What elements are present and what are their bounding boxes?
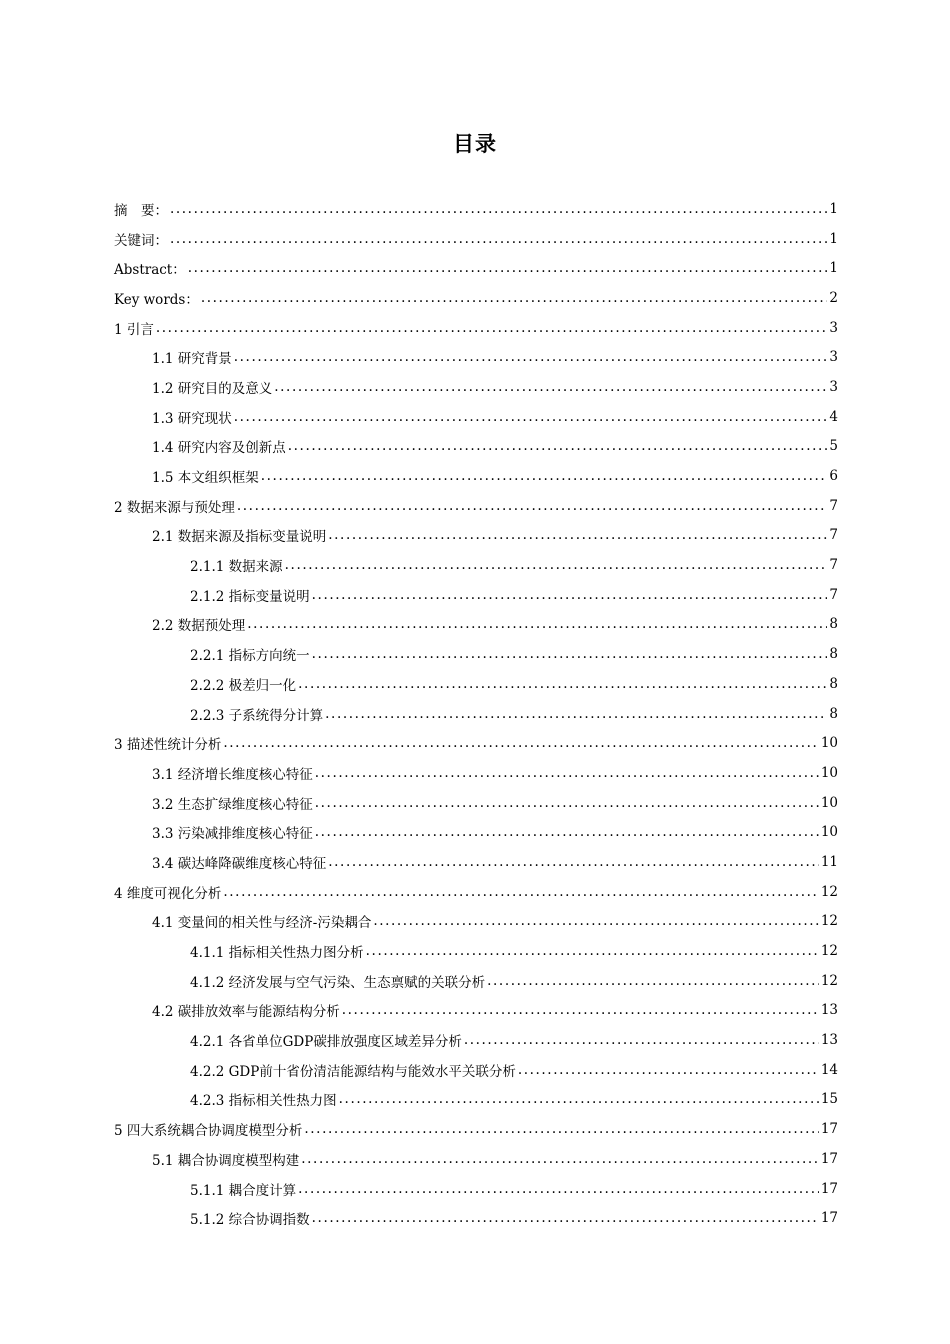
dot-leader (234, 349, 828, 365)
toc-entry[interactable] (114, 907, 838, 937)
page-title: 目录 (453, 132, 497, 156)
toc-entry-page-number: 10 (820, 735, 838, 752)
toc-entry-page-number: 1 (829, 200, 838, 217)
toc-entry-page-number: 15 (820, 1091, 838, 1108)
toc-entry-label: 2.2.1 指标方向统一 (190, 644, 312, 664)
toc-entry-label: 2.1.2 指标变量说明 (190, 585, 312, 605)
toc-entry-page-number: 17 (820, 1210, 838, 1227)
toc-entry-page-number: 12 (820, 943, 838, 960)
toc-entry-label: 4 维度可视化分析 (114, 882, 223, 902)
table-of-contents (114, 194, 838, 1233)
toc-entry-page-number: 12 (820, 972, 838, 989)
toc-entry-page-number: 8 (829, 646, 838, 663)
toc-entry[interactable] (114, 224, 838, 254)
toc-entry[interactable] (114, 817, 838, 847)
toc-entry-label: 4.1 变量间的相关性与经济-污染耦合 (152, 911, 373, 931)
toc-entry[interactable] (114, 372, 838, 402)
toc-entry[interactable] (114, 996, 838, 1026)
toc-entry-label: 1.5 本文组织框架 (152, 466, 261, 486)
toc-entry-page-number: 6 (829, 468, 838, 485)
toc-entry-label: 5.1 耦合协调度模型构建 (152, 1149, 301, 1169)
toc-entry-page-number: 1 (829, 230, 838, 247)
dot-leader (342, 1002, 819, 1018)
toc-entry-label: 4.2.2 GDP前十省份清洁能源结构与能效水平关联分析 (190, 1060, 518, 1080)
dot-leader (234, 409, 828, 425)
toc-entry-page-number: 7 (829, 586, 838, 603)
toc-entry[interactable] (114, 1055, 838, 1085)
toc-entry-page-number: 12 (820, 883, 838, 900)
toc-entry-page-number: 7 (829, 557, 838, 574)
toc-entry-label: 5.1.1 耦合度计算 (190, 1179, 298, 1199)
toc-entry-label: Key words： (114, 288, 201, 308)
dot-leader (464, 1032, 819, 1048)
toc-entry-label: 1.1 研究背景 (152, 347, 234, 367)
toc-entry-label: 3.4 碳达峰降碳维度核心特征 (152, 852, 328, 872)
toc-entry-page-number: 2 (829, 289, 838, 306)
toc-entry-page-number: 11 (820, 853, 838, 870)
dot-leader (487, 973, 819, 989)
dot-leader (339, 1091, 819, 1107)
dot-leader (285, 557, 828, 573)
dot-leader (366, 943, 819, 959)
toc-entry[interactable] (114, 669, 838, 699)
toc-entry[interactable] (114, 402, 838, 432)
toc-entry-label: 2 数据来源与预处理 (114, 496, 237, 516)
toc-entry[interactable] (114, 610, 838, 640)
dot-leader (170, 231, 827, 247)
dot-leader (261, 468, 828, 484)
toc-entry-label: 1.4 研究内容及创新点 (152, 436, 288, 456)
toc-entry-label: 5.1.2 综合协调指数 (190, 1208, 312, 1228)
dot-leader (188, 260, 828, 276)
toc-entry-label: 4.2 碳排放效率与能源结构分析 (152, 1000, 342, 1020)
toc-entry-page-number: 7 (829, 497, 838, 514)
dot-leader (247, 616, 827, 632)
toc-entry-page-number: 3 (829, 319, 838, 336)
dot-leader (518, 1062, 819, 1078)
toc-entry[interactable] (114, 699, 838, 729)
toc-entry-page-number: 7 (829, 527, 838, 544)
toc-entry-label: 4.2.1 各省单位GDP碳排放强度区域差异分析 (190, 1030, 464, 1050)
toc-entry-page-number: 10 (820, 794, 838, 811)
toc-entry[interactable] (114, 194, 838, 224)
dot-leader (328, 854, 819, 870)
dot-leader (315, 795, 819, 811)
toc-entry-label: 4.1.1 指标相关性热力图分析 (190, 941, 366, 961)
toc-entry-label: 3.1 经济增长维度核心特征 (152, 763, 315, 783)
toc-entry-page-number: 17 (820, 1180, 838, 1197)
toc-entry-label: 1.2 研究目的及意义 (152, 377, 274, 397)
toc-entry-page-number: 5 (829, 438, 838, 455)
toc-entry-page-number: 8 (829, 705, 838, 722)
toc-entry-page-number: 13 (820, 1002, 838, 1019)
dot-leader (288, 438, 828, 454)
dot-leader (304, 1121, 818, 1137)
dot-leader (170, 201, 827, 217)
toc-entry-page-number: 12 (820, 913, 838, 930)
toc-entry-page-number: 8 (829, 616, 838, 633)
toc-entry[interactable] (114, 550, 838, 580)
toc-entry[interactable] (114, 1144, 838, 1174)
toc-entry-label: 1.3 研究现状 (152, 407, 234, 427)
dot-leader (237, 498, 828, 514)
toc-entry-page-number: 1 (829, 260, 838, 277)
toc-entry-label: 4.2.3 指标相关性热力图 (190, 1089, 339, 1109)
toc-entry[interactable] (114, 1203, 838, 1233)
toc-entry-label: 3.3 污染减排维度核心特征 (152, 822, 315, 842)
toc-entry-page-number: 3 (829, 378, 838, 395)
toc-entry-label: 2.1.1 数据来源 (190, 555, 285, 575)
dot-leader (223, 884, 818, 900)
toc-entry-label: 2.2 数据预处理 (152, 614, 247, 634)
dot-leader (312, 587, 828, 603)
dot-leader (201, 290, 828, 306)
toc-entry[interactable] (114, 521, 838, 551)
toc-entry-label: 2.1 数据来源及指标变量说明 (152, 525, 328, 545)
toc-entry-label: Abstract： (114, 258, 188, 278)
toc-entry-page-number: 14 (820, 1061, 838, 1078)
dot-leader (298, 676, 827, 692)
toc-entry-page-number: 3 (829, 349, 838, 366)
toc-entry-label: 2.2.3 子系统得分计算 (190, 704, 325, 724)
toc-entry[interactable] (114, 1114, 838, 1144)
toc-entry-label: 关键词： (114, 229, 170, 249)
toc-entry[interactable] (114, 1085, 838, 1115)
toc-entry-label: 摘 要： (114, 199, 170, 219)
toc-entry[interactable] (114, 847, 838, 877)
toc-entry[interactable] (114, 936, 838, 966)
toc-entry[interactable] (114, 461, 838, 491)
toc-entry[interactable] (114, 788, 838, 818)
dot-leader (274, 379, 827, 395)
dot-leader (301, 1151, 819, 1167)
toc-entry[interactable] (114, 313, 838, 343)
toc-entry-page-number: 17 (820, 1150, 838, 1167)
dot-leader (156, 320, 828, 336)
toc-entry[interactable] (114, 1174, 838, 1204)
toc-entry[interactable] (114, 432, 838, 462)
dot-leader (328, 527, 827, 543)
toc-entry-page-number: 10 (820, 824, 838, 841)
toc-entry-page-number: 4 (829, 408, 838, 425)
dot-leader (312, 1210, 819, 1226)
toc-entry-label: 3 描述性统计分析 (114, 733, 223, 753)
dot-leader (312, 646, 828, 662)
toc-entry[interactable] (114, 728, 838, 758)
dot-leader (223, 735, 818, 751)
toc-entry-page-number: 13 (820, 1032, 838, 1049)
dot-leader (315, 824, 819, 840)
toc-entry-label: 2.2.2 极差归一化 (190, 674, 298, 694)
toc-entry[interactable] (114, 877, 838, 907)
toc-entry[interactable] (114, 253, 838, 283)
dot-leader (325, 706, 827, 722)
toc-entry-label: 4.1.2 经济发展与空气污染、生态禀赋的关联分析 (190, 971, 487, 991)
toc-entry-page-number: 10 (820, 764, 838, 781)
toc-entry-page-number: 17 (820, 1121, 838, 1138)
dot-leader (315, 765, 819, 781)
toc-entry-label: 5 四大系统耦合协调度模型分析 (114, 1119, 304, 1139)
toc-entry[interactable] (114, 283, 838, 313)
dot-leader (298, 1181, 819, 1197)
toc-entry[interactable] (114, 342, 838, 372)
toc-entry[interactable] (114, 580, 838, 610)
dot-leader (373, 913, 818, 929)
toc-entry-page-number: 8 (829, 675, 838, 692)
toc-entry[interactable] (114, 1025, 838, 1055)
toc-entry[interactable] (114, 639, 838, 669)
toc-entry[interactable] (114, 758, 838, 788)
toc-entry-label: 3.2 生态扩绿维度核心特征 (152, 793, 315, 813)
toc-entry-label: 1 引言 (114, 318, 156, 338)
toc-entry[interactable] (114, 966, 838, 996)
toc-entry[interactable] (114, 491, 838, 521)
